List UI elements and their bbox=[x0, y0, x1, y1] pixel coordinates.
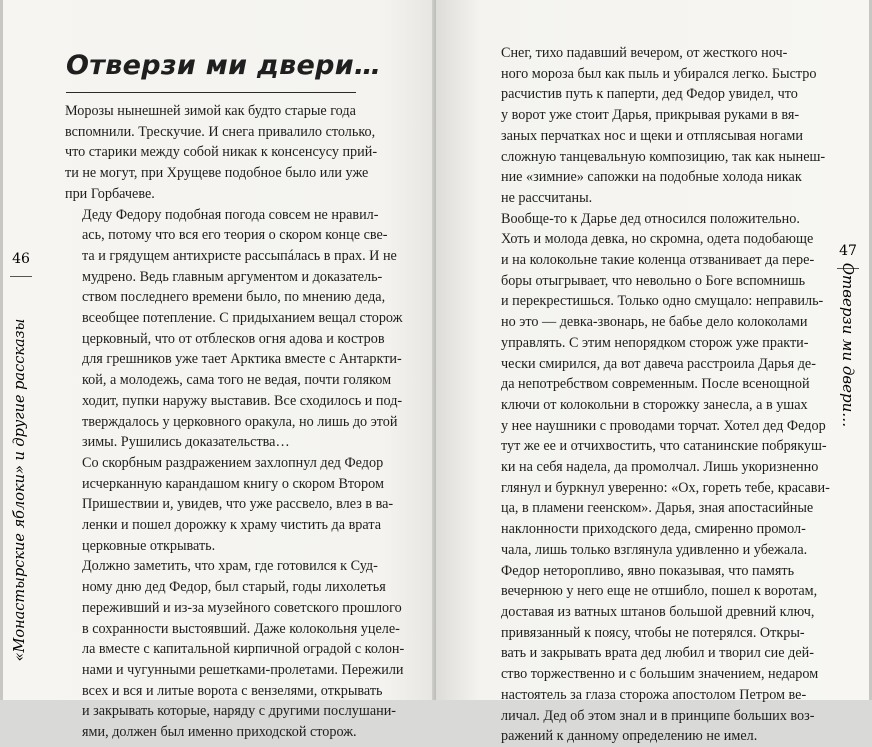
right-page bbox=[436, 0, 872, 745]
text-line: но это — девка-звонарь, не бабье дело колоколами bbox=[501, 314, 808, 331]
left-page-number: 46 bbox=[12, 251, 30, 267]
left-page-edge bbox=[0, 0, 3, 700]
text-line: Хоть и молода девка, но скромна, одета подобающе bbox=[501, 231, 814, 248]
text-line: и перекрестишься. Только одно смущало: неправиль- bbox=[501, 293, 824, 310]
text-line: Со скорбным раздражением захлопнул дед Федор bbox=[82, 454, 384, 471]
left-page-body-text bbox=[65, 101, 405, 743]
text-line: расчистив путь к паперти, дед Федор увидел, что bbox=[501, 86, 798, 103]
paragraph bbox=[65, 556, 405, 742]
text-line: настоятель за глаза сторожа апостолом Петром ве- bbox=[501, 686, 807, 703]
paragraph bbox=[65, 453, 394, 557]
text-line: сложную танцевальную композицию, так как нынеш- bbox=[501, 148, 826, 165]
text-line: у ворот уже стоит Дарья, прикрывая руками в вя- bbox=[501, 107, 800, 124]
text-line: кой, а молодежь, сама того не ведая, почти голяком bbox=[82, 372, 392, 389]
text-line: нами и чугунными решетками-пролетами. Пережили bbox=[82, 661, 404, 678]
text-line: чала, лишь только взглянула удивленно и убежала. bbox=[501, 541, 808, 558]
text-line: да непотребством современным. После всенощной bbox=[501, 376, 810, 393]
text-line: ством последнего времени было, по мнению деда, bbox=[82, 289, 386, 306]
text-line: у нее наушники с проводами торчат. Хотел дед Федор bbox=[501, 417, 826, 434]
text-line: вечернюю у него еще не отшибло, пошел к воротам, bbox=[501, 583, 818, 600]
text-line: та и грядущем антихристе рассыпáлась в прах. И не bbox=[82, 247, 397, 264]
text-line: глянул и буркнул уверенно: «Ох, гореть тебе, красави- bbox=[501, 479, 830, 496]
text-line: ному дню дед Федор, был старый, годы лихолетья bbox=[82, 579, 386, 596]
paragraph bbox=[484, 43, 826, 209]
text-line: Снег, тихо падавший вечером, от жесткого ноч- bbox=[501, 45, 788, 61]
text-line: переживший и из-за музейного советского прошлого bbox=[82, 599, 402, 616]
text-line: ного мороза был как пыль и убирался легко. Быстро bbox=[501, 65, 817, 82]
text-line: ленки и пошел дорожку к храму чистить да врата bbox=[82, 517, 381, 534]
text-line: ключи от колокольни в сторожку занесла, а в ушах bbox=[501, 396, 808, 413]
text-line: всех и вся и литые ворота с вензелями, открывать bbox=[82, 682, 383, 699]
text-line: и на колокольне такие коленца отзванивает да пере- bbox=[501, 252, 815, 269]
text-line: ти не могут, при Хрущеве подобное было или уже bbox=[65, 165, 369, 182]
text-line: доставая из ватных штанов большой древний ключ, bbox=[501, 603, 815, 620]
text-line: привязанный к поясу, чтобы не потерялся. Откры- bbox=[501, 624, 805, 641]
text-line: Вообще-то к Дарье дед относился положительно. bbox=[501, 210, 800, 227]
text-line: Федор неторопливо, явно показывая, что память bbox=[501, 562, 795, 579]
text-line: Должно заметить, что храм, где готовился к Суд- bbox=[82, 558, 378, 575]
text-line: Деду Федору подобная погода совсем не нравил- bbox=[82, 206, 379, 223]
text-line: зимы. Рушились доказательства… bbox=[82, 434, 290, 451]
paragraph bbox=[484, 561, 819, 747]
left-page-number-rule bbox=[10, 276, 32, 277]
text-line: тут же ее и отчихвостить, что сатанинские побрякуш- bbox=[501, 438, 827, 455]
text-line: церковные открывать. bbox=[82, 537, 216, 554]
chapter-title-rule bbox=[66, 92, 356, 93]
paragraph bbox=[65, 101, 377, 205]
text-line: тверждалось у церковного оракула, но лишь до этой bbox=[82, 413, 398, 430]
left-page bbox=[0, 0, 436, 741]
text-line: наклонности приходского деда, смиренно промол- bbox=[501, 521, 806, 538]
right-page-number: 47 bbox=[839, 243, 857, 259]
paragraph bbox=[65, 205, 403, 453]
text-line: управлять. С этим непорядком сторож уже практи- bbox=[501, 334, 809, 351]
text-line: Морозы нынешней зимой как будто старые года bbox=[65, 103, 356, 119]
chapter-title: Отверзи ми двери… bbox=[66, 50, 382, 81]
text-line: ась, потому что вся его теория о скором конце све- bbox=[82, 227, 388, 244]
text-line: не рассчитаны. bbox=[501, 189, 593, 206]
text-line: ки на себя надела, да промолчал. Лишь укоризненно bbox=[501, 459, 819, 476]
text-line: чески смирился, да вот давеча расстроила Дарья де- bbox=[501, 355, 816, 372]
text-line: мудрено. Ведь главным аргументом и доказатель- bbox=[82, 268, 383, 285]
right-running-head: Отверзи ми двери… bbox=[839, 262, 857, 428]
text-line: для грешников уже тает Арктика вместе с Антаркти- bbox=[82, 351, 402, 368]
text-line: вспомнили. Трескучие. И снега привалило столько, bbox=[65, 123, 376, 140]
text-line: ражений к данному определению не имел. bbox=[501, 728, 758, 745]
right-page-body-text bbox=[484, 43, 830, 747]
text-line: при Горбачеве. bbox=[65, 185, 155, 202]
text-line: ходит, пупки наружу выставив. Все сходилось и под- bbox=[82, 392, 403, 409]
left-running-head: «Монастырские яблоки» и другие рассказы bbox=[12, 318, 28, 662]
text-line: боры отыгрывает, что невольно о Боге вспомнишь bbox=[501, 272, 806, 289]
text-line: Пришествии и, увидев, что уже рассвело, влез в ва- bbox=[82, 496, 394, 513]
text-line: ние «зимние» сапожки на подобные холода никак bbox=[501, 169, 802, 186]
text-line: церковный, что от отблесков огня адова и костров bbox=[82, 330, 385, 347]
text-line: всеобщее потепление. С придыханием вещал сторож bbox=[82, 310, 403, 327]
text-line: что старики между собой никак к консенсусу прий- bbox=[65, 144, 378, 161]
text-line: заных перчатках нос и щеки и отплясывая ногами bbox=[501, 127, 803, 144]
text-line: исчерканную карандашом книгу о скором Втором bbox=[82, 475, 384, 492]
text-line: ство торжественно и с большим значением, недаром bbox=[501, 666, 819, 683]
text-line: вать и закрывать врата дед любил и творил сие дей- bbox=[501, 645, 814, 662]
text-line: ями, должен был именно приходской сторож. bbox=[82, 724, 357, 741]
paragraph bbox=[484, 209, 830, 561]
text-line: личал. Дед об этом знал и в принципе больших воз- bbox=[501, 707, 815, 724]
text-line: ла вместе с капитальной кирпичной оградой с колон- bbox=[82, 641, 405, 658]
text-line: ца, в пламени геенском». Дарья, зная апостасийные bbox=[501, 500, 814, 517]
text-line: в сохранности выстоявший. Даже колокольня уцеле- bbox=[82, 620, 400, 637]
text-line: и закрывать которые, наряду с другими послушани- bbox=[82, 703, 397, 720]
